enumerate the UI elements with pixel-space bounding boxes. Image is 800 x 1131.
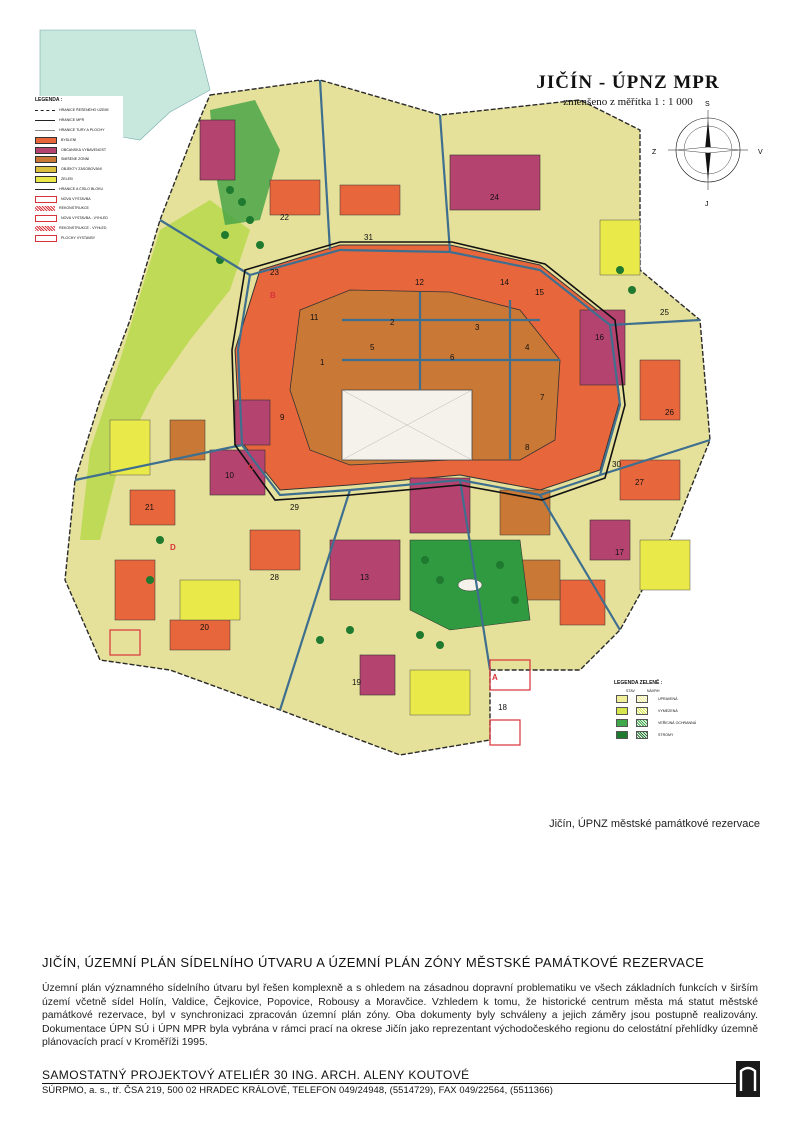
green-legend-col: NÁVRH [646,689,660,693]
block-number: 8 [525,443,530,452]
map-drawing [20,20,780,760]
compass-rose [668,110,748,190]
block-number: 13 [360,573,369,582]
zone-letter: B [270,291,276,300]
map-caption: Jičín, ÚPNZ městské památkové rezervace [549,818,760,830]
zone-letter: C [248,463,254,472]
studio-address: SÚRPMO, a. s., tř. ČSA 219, 500 02 HRADEC KRÁLOVÉ, TELEFON 049/24948, (5514729), FAX 049/22564, (5511366) [42,1084,553,1095]
legend-item [33,214,123,224]
legend-swatch [35,130,55,131]
block-number: 6 [450,353,455,362]
logo-icon [736,1061,760,1097]
block-number: 12 [415,278,424,287]
block-number: 30 [612,460,621,469]
legend-label: ZELEŇ [61,176,73,181]
green-legend-label: UPRAVENÁ [658,697,678,701]
green-legend-label: STROMY [658,733,674,737]
legend-item [33,165,123,175]
zone-letter: D [170,543,176,552]
green-legend-swatch [636,707,648,715]
legend-item [33,116,123,126]
green-legend-swatch [636,731,648,739]
legend-label: SMÍŠENÉ ZÓNNÍ [61,157,90,162]
block-number: 21 [145,503,154,512]
green-legend-swatch [616,695,628,703]
block-number: 26 [665,408,674,417]
block-number: 22 [280,213,289,222]
legend-swatch [35,235,57,242]
studio-logo [736,1061,760,1097]
compass-j: J [705,201,709,208]
map-scale: zmenšeno z měřítka 1 : 1 000 [563,96,693,108]
green-legend-swatch [636,695,648,703]
legend-label: NOVÁ VÝSTAVBA - VÝHLED [61,216,108,221]
project-description: Územní plán významného sídelního útvaru byl řešen komplexně a s ohledem na zásadnou dopravní problematiku ve všech základních funkcích v širším území včetně sídel Holín, Valdice, Čejkovice, Popovice, Robousy a Moravčice. Vzhledem k tomu, že historické centrum města má statut městské památkové rezervace, byl v synchronizaci zpracován územní plán zóny. Oba dokumenty byly schváleny a jejich záměry jsou postupně realizovány. Dokumentace ÚPN SÚ i ÚPN MPR byla vybrána v rámci prací na okrese Jičín jako reprezentant východočeského regionu do celostátní přehlídky územně plánovacích prací v Kroměříži 1995. [42,983,758,1049]
block-number: 19 [352,678,361,687]
block-number: 5 [370,343,375,352]
green-legend [612,678,732,758]
green-legend-heading: LEGENDA ZELENĚ : [614,680,663,686]
block-number: 23 [270,268,279,277]
block-number: 18 [498,703,507,712]
legend-swatch [35,120,55,121]
block-number: 20 [200,623,209,632]
block-number: 24 [490,193,499,202]
legend-label: REKONSTRUKCE [59,206,89,211]
green-legend-swatch [636,719,648,727]
block-number: 16 [595,333,604,342]
legend-item [33,194,123,204]
legend-label: NOVÁ VÝSTAVBA [61,196,91,201]
legend-swatch [35,189,55,190]
green-legend-item [612,705,732,717]
legend-item [33,126,123,136]
master-plan-map [20,20,780,760]
block-number: 4 [525,343,530,352]
project-heading: JIČÍN, ÚZEMNÍ PLÁN SÍDELNÍHO ÚTVARU A ÚZEMNÍ PLÁN ZÓNY MĚSTSKÉ PAMÁTKOVÉ REZERVACE [42,955,705,970]
legend-swatch [35,206,55,211]
legend-swatch [35,226,55,231]
studio-name: SAMOSTATNÝ PROJEKTOVÝ ATELIÉR 30 ING. ARCH. ALENY KOUTOVÉ [42,1068,470,1082]
green-legend-swatch [616,707,628,715]
block-number: 15 [535,288,544,297]
block-number: 31 [364,233,373,242]
legend-item [33,145,123,155]
legend-label: HRANICE TURY A PLOCHY [59,127,105,132]
block-number: 10 [225,471,234,480]
legend-item [33,224,123,234]
green-legend-col: STAV [626,689,635,693]
block-number: 3 [475,323,480,332]
legend-heading: LEGENDA : [35,97,63,103]
green-legend-label: VYMEZENÁ [658,709,678,713]
green-legend-item [612,729,732,741]
legend-label: PLOCHY VÝSTAVBY [61,235,96,240]
legend-item [33,155,123,165]
legend-item [33,204,123,214]
green-legend-swatch [616,719,628,727]
legend-swatch [35,166,57,173]
block-number: 1 [320,358,325,367]
compass-s: S [705,101,710,108]
legend-label: OBČANSKÁ VYBAVENOST [61,147,107,152]
legend-swatch [35,147,57,154]
legend-swatch [35,110,55,111]
block-number: 28 [270,573,279,582]
block-number: 14 [500,278,509,287]
legend-label: OBJEKTY ZÁSOBOVÁNÍ [61,167,102,172]
legend-swatch [35,196,57,203]
block-number: 29 [290,503,299,512]
legend-item [33,106,123,116]
legend-item [33,135,123,145]
block-number: 17 [615,548,624,557]
legend-swatch [35,156,57,163]
legend-item [33,233,123,243]
legend-item [33,175,123,185]
block-number: 27 [635,478,644,487]
legend-label: BYDLENÍ [61,137,77,142]
block-number: 9 [280,413,285,422]
green-legend-item [612,717,732,729]
legend-swatch [35,215,57,222]
block-number: 7 [540,393,545,402]
green-legend-swatch [616,731,628,739]
block-number: 2 [390,318,395,327]
legend-label: HRANICE A ČÍSLO BLOKU [59,186,104,191]
legend-label: HRANICE MPR [59,118,85,123]
block-number: 25 [660,308,669,317]
legend-label: HRANICE ŘEŠENÉHO ÚZEMÍ [59,108,109,113]
map-title: JIČÍN - ÚPNZ MPR [536,72,720,93]
green-legend-item [612,693,732,705]
legend-swatch [35,137,57,144]
compass-v: V [758,149,763,156]
block-number: 11 [310,313,319,322]
legend-item [33,184,123,194]
map-legend [33,96,123,286]
legend-label: REKONSTRUKCE - VÝHLED [59,225,107,230]
zone-letter: A [492,673,498,682]
green-legend-label: VEŘEJNÁ OCHRANNÁ [658,721,697,725]
legend-swatch [35,176,57,183]
compass-z: Z [652,149,657,156]
